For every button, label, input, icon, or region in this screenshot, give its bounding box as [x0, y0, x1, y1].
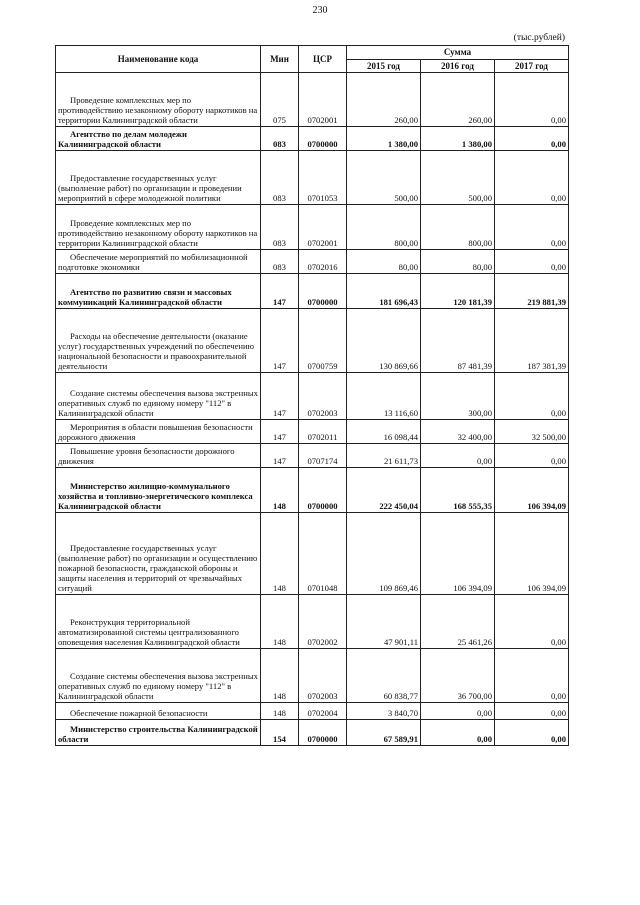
row-2015-cell: 1 380,00: [347, 127, 421, 151]
row-name-cell: Министерство жилищно-коммунального хозяйства и топливно-энергетического комплекса Калининградской области: [56, 468, 261, 513]
row-name-cell: Агентство по делам молодежи Калининградской области: [56, 127, 261, 151]
row-2017-cell: 187 381,39: [495, 309, 569, 373]
row-name-cell: Расходы на обеспечение деятельности (оказание услуг) государственных учреждений по обеспечению национальной безопасности и правоохранительной деятельности: [56, 309, 261, 373]
col-header-name: Наименование кода: [56, 46, 261, 73]
row-2017-cell: 0,00: [495, 373, 569, 420]
table-row: [56, 420, 569, 444]
row-2017-cell: 106 394,09: [495, 513, 569, 595]
row-name-cell: Предоставление государственных услуг (выполнение работ) по организации и осуществлению пожарной безопасности, гражданской обороны и защиты населения и территорий от чрезвычайных ситуаций: [56, 513, 261, 595]
row-2015-cell: 21 611,73: [347, 444, 421, 468]
row-name-cell: Создание системы обеспечения вызова экстренных оперативных служб по единому номеру "112" в Калининградской области: [56, 373, 261, 420]
row-csr-cell: 0700759: [299, 309, 347, 373]
row-2016-cell: 80,00: [421, 250, 495, 274]
row-min-cell: 083: [261, 127, 299, 151]
row-name-cell: Агентство по развитию связи и массовых коммуникаций Калининградской области: [56, 274, 261, 309]
row-csr-cell: 0700000: [299, 720, 347, 746]
row-2017-cell: 0,00: [495, 205, 569, 250]
row-csr-cell: 0701053: [299, 151, 347, 205]
row-2015-cell: 260,00: [347, 73, 421, 127]
row-min-cell: 148: [261, 513, 299, 595]
row-2016-cell: 0,00: [421, 720, 495, 746]
row-min-cell: 147: [261, 274, 299, 309]
table-row: [56, 205, 569, 250]
row-2015-cell: 109 869,46: [347, 513, 421, 595]
row-name-cell: Обеспечение пожарной безопасности: [56, 703, 261, 720]
row-2017-cell: 0,00: [495, 649, 569, 703]
row-2017-cell: 0,00: [495, 720, 569, 746]
table-row: [56, 703, 569, 720]
row-2016-cell: 32 400,00: [421, 420, 495, 444]
row-2016-cell: 500,00: [421, 151, 495, 205]
row-min-cell: 148: [261, 595, 299, 649]
row-csr-cell: 0700000: [299, 127, 347, 151]
units-label: (тыс.рублей): [513, 33, 565, 43]
row-min-cell: 147: [261, 444, 299, 468]
row-2017-cell: 0,00: [495, 444, 569, 468]
row-2017-cell: 0,00: [495, 595, 569, 649]
row-csr-cell: 0702002: [299, 595, 347, 649]
row-2015-cell: 13 116,60: [347, 373, 421, 420]
row-csr-cell: 0702003: [299, 373, 347, 420]
row-min-cell: 148: [261, 703, 299, 720]
row-csr-cell: 0702001: [299, 73, 347, 127]
row-2016-cell: 1 380,00: [421, 127, 495, 151]
row-2016-cell: 0,00: [421, 703, 495, 720]
table-row: [56, 444, 569, 468]
row-name-cell: Проведение комплексных мер по противодействию незаконному обороту наркотиков на территории Калининградской области: [56, 73, 261, 127]
table-row: [56, 127, 569, 151]
table-row: [56, 309, 569, 373]
table-row: [56, 513, 569, 595]
table-row: [56, 720, 569, 746]
row-2016-cell: 87 481,39: [421, 309, 495, 373]
row-csr-cell: 0702016: [299, 250, 347, 274]
row-min-cell: 083: [261, 205, 299, 250]
table-row: [56, 274, 569, 309]
col-header-min: Мин: [261, 46, 299, 73]
row-csr-cell: 0707174: [299, 444, 347, 468]
row-name-cell: Реконструкция территориальной автоматизированной системы централизованного оповещения населения Калининградской области: [56, 595, 261, 649]
row-csr-cell: 0702003: [299, 649, 347, 703]
table-row: [56, 250, 569, 274]
row-2015-cell: 130 869,66: [347, 309, 421, 373]
row-2017-cell: 0,00: [495, 73, 569, 127]
col-header-2015: 2015 год: [347, 59, 421, 73]
row-name-cell: Министерство строительства Калининградской области: [56, 720, 261, 746]
table-row: [56, 373, 569, 420]
row-2017-cell: 0,00: [495, 250, 569, 274]
row-2015-cell: 3 840,70: [347, 703, 421, 720]
table-row: [56, 595, 569, 649]
row-2017-cell: 219 881,39: [495, 274, 569, 309]
row-min-cell: 083: [261, 151, 299, 205]
row-2016-cell: 800,00: [421, 205, 495, 250]
row-2016-cell: 300,00: [421, 373, 495, 420]
row-2016-cell: 260,00: [421, 73, 495, 127]
col-header-sum: Сумма: [347, 46, 569, 60]
row-name-cell: Обеспечение мероприятий по мобилизационной подготовке экономики: [56, 250, 261, 274]
row-2017-cell: 106 394,09: [495, 468, 569, 513]
row-name-cell: Предоставление государственных услуг (выполнение работ) по организации и проведении мероприятий в сфере молодежной политики: [56, 151, 261, 205]
col-header-2017: 2017 год: [495, 59, 569, 73]
row-csr-cell: 0700000: [299, 274, 347, 309]
row-2016-cell: 106 394,09: [421, 513, 495, 595]
row-csr-cell: 0702011: [299, 420, 347, 444]
row-2015-cell: 16 098,44: [347, 420, 421, 444]
row-csr-cell: 0702004: [299, 703, 347, 720]
table-row: [56, 468, 569, 513]
table-row: [56, 151, 569, 205]
row-min-cell: 147: [261, 420, 299, 444]
row-2016-cell: 25 461,26: [421, 595, 495, 649]
row-min-cell: 148: [261, 468, 299, 513]
row-name-cell: Проведение комплексных мер по противодействию незаконному обороту наркотиков на территории Калининградской области: [56, 205, 261, 250]
row-2015-cell: 181 696,43: [347, 274, 421, 309]
row-csr-cell: 0702001: [299, 205, 347, 250]
row-min-cell: 083: [261, 250, 299, 274]
col-header-2016: 2016 год: [421, 59, 495, 73]
row-2017-cell: 0,00: [495, 703, 569, 720]
row-2015-cell: 60 838,77: [347, 649, 421, 703]
row-csr-cell: 0701048: [299, 513, 347, 595]
row-2016-cell: 0,00: [421, 444, 495, 468]
row-name-cell: Создание системы обеспечения вызова экстренных оперативных служб по единому номеру "112" в Калининградской области: [56, 649, 261, 703]
row-2015-cell: 80,00: [347, 250, 421, 274]
row-csr-cell: 0700000: [299, 468, 347, 513]
page-number: 230: [312, 5, 328, 16]
row-2017-cell: 0,00: [495, 151, 569, 205]
row-min-cell: 154: [261, 720, 299, 746]
row-2017-cell: 32 500,00: [495, 420, 569, 444]
row-name-cell: Повышение уровня безопасности дорожного движения: [56, 444, 261, 468]
budget-table-body: [56, 73, 569, 746]
row-min-cell: 075: [261, 73, 299, 127]
row-name-cell: Мероприятия в области повышения безопасности дорожного движения: [56, 420, 261, 444]
row-min-cell: 148: [261, 649, 299, 703]
table-row: [56, 73, 569, 127]
row-2016-cell: 120 181,39: [421, 274, 495, 309]
row-2015-cell: 500,00: [347, 151, 421, 205]
row-2016-cell: 36 700,00: [421, 649, 495, 703]
row-2016-cell: 168 555,35: [421, 468, 495, 513]
row-2015-cell: 67 589,91: [347, 720, 421, 746]
row-min-cell: 147: [261, 373, 299, 420]
row-min-cell: 147: [261, 309, 299, 373]
row-2015-cell: 47 901,11: [347, 595, 421, 649]
row-2017-cell: 0,00: [495, 127, 569, 151]
budget-table: [55, 45, 569, 746]
row-2015-cell: 222 450,04: [347, 468, 421, 513]
table-row: [56, 649, 569, 703]
row-2015-cell: 800,00: [347, 205, 421, 250]
col-header-csr: ЦСР: [299, 46, 347, 73]
